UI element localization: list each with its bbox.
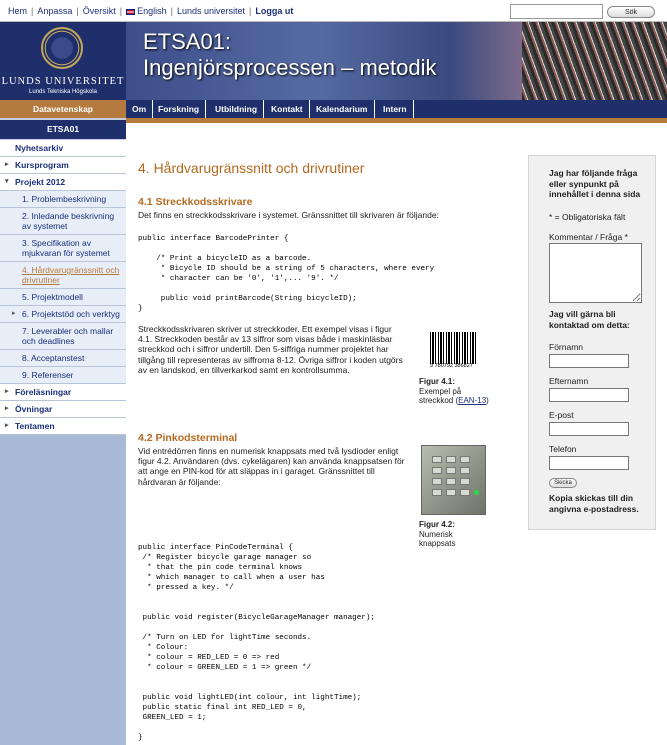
last-name-label: Efternamn	[549, 376, 589, 386]
logo-sub: Lunds Tekniska Högskola	[29, 89, 97, 95]
nav-kalendarium[interactable]: Kalendarium	[310, 100, 375, 118]
department-link[interactable]: Datavetenskap	[0, 100, 126, 118]
first-name-label: Förnamn	[549, 342, 584, 352]
figure-text-end: )	[486, 396, 489, 405]
email-field[interactable]	[549, 422, 629, 436]
section-intro-barcode: Det finns en streckkodsskrivare i systemet. Gränssnittet till skrivaren är följande:	[138, 210, 439, 220]
section-heading-barcode: 4.1 Streckkodsskrivare	[138, 196, 253, 208]
sidebar-item-leverabler[interactable]: 7. Leverabler och mallar och deadlines	[0, 323, 126, 350]
search-button[interactable]: Sök	[607, 6, 655, 18]
sidebar-item-label: Kursprogram	[15, 160, 69, 170]
chevron-right-icon: ▸	[12, 310, 16, 317]
figure-label: Figur 4.1:	[419, 377, 456, 386]
chevron-right-icon: ▸	[5, 422, 9, 429]
sidebar-item-inledande-beskrivning[interactable]: 2. Inledande beskrivning av systemet	[0, 208, 126, 235]
feedback-intro: Jag har följande fråga eller synpunkt på innehållet i denna sida	[549, 168, 641, 199]
sidebar-item-ovningar[interactable]	[0, 401, 126, 418]
link-english[interactable]: English	[137, 6, 167, 16]
sidebar-item-problembeskrivning[interactable]: 1. Problembeskrivning	[0, 191, 126, 208]
chevron-right-icon: ▸	[5, 405, 9, 412]
contact-intro: Jag vill gärna bli kontaktad om detta:	[549, 309, 630, 330]
chevron-down-icon: ▾	[5, 178, 9, 185]
banner-line1: ETSA01:	[143, 29, 232, 54]
copy-note: Kopia skickas till din angivna e-postadress.	[549, 493, 639, 514]
sidebar-item-referenser[interactable]: 9. Referenser	[0, 367, 126, 384]
sidebar-item-nyhetsarkiv[interactable]: Nyhetsarkiv	[0, 140, 126, 157]
course-link[interactable]: ETSA01	[0, 120, 126, 139]
link-overview[interactable]: Översikt	[82, 6, 116, 16]
link-lu[interactable]: Lunds universitet	[176, 6, 246, 16]
keypad-image	[421, 445, 486, 515]
section-heading-pincode: 4.2 Pinkodsterminal	[138, 432, 238, 444]
link-home[interactable]: Hem	[8, 6, 28, 16]
page-title: 4. Hårdvarugränssnitt och drivrutiner	[138, 160, 365, 176]
uk-flag-icon	[126, 9, 135, 15]
required-note: * = Obligatoriska fält	[549, 212, 626, 222]
banner-photo	[522, 22, 667, 100]
sidebar-item-label: 6. Projektstöd och verktyg	[22, 309, 120, 319]
green-led-icon	[474, 490, 479, 495]
link-logout[interactable]: Logga ut	[255, 6, 294, 16]
figure-caption-barcode	[419, 377, 489, 406]
top-links: Hem | Anpassa | Översikt | English | Lunds universitet | Logga ut	[8, 6, 294, 16]
search-input[interactable]	[510, 4, 603, 19]
link-adjust[interactable]: Anpassa	[37, 6, 73, 16]
last-name-field[interactable]	[549, 388, 629, 402]
ean13-link[interactable]: EAN-13	[458, 396, 487, 405]
phone-label: Telefon	[549, 444, 577, 454]
chevron-right-icon: ▸	[5, 161, 9, 168]
figure-caption-keypad	[419, 520, 489, 549]
sidebar-item-projektmodell[interactable]: 5. Projektmodell	[0, 289, 126, 306]
top-bar	[0, 0, 667, 22]
paragraph-pincode: Vid entrédörren finns en numerisk knappsats med två lysdioder enligt figur 4.2. Användaren (dvs. cykelägaren) kan använda knappsatsen för att ange en PIN-kod för att släppas in i garaget. Gränssnittet till hårdvaran är följande:	[138, 446, 405, 487]
sidebar-item-label: Projekt 2012	[15, 177, 66, 187]
nav-utbildning[interactable]: Utbildning	[209, 100, 264, 118]
sidebar-item-hardvarugranssnitt[interactable]: 4. Hårdvarugränssnitt och drivrutiner	[0, 262, 126, 289]
top-nav	[126, 100, 667, 118]
code-block-pincode: public interface PinCodeTerminal { /* Register bicycle garage manager so * that the pin code terminal knows * which manager to call when a user has * pressed a key. */ public void register(BicycleGarageManager manager); /* Turn on LED for lightTime seconds. * Colour: * colour = RED_LED = 0 => red * colour = GREEN_LED = 1 => green */ public void lightLED(int colour, int lightTime); public static final int RED_LED = 0, GREEN_LED = 1; }	[138, 544, 375, 742]
sidebar-item-label: Föreläsningar	[15, 387, 72, 397]
send-button[interactable]: Skicka	[549, 478, 577, 488]
feedback-form	[528, 155, 656, 530]
logo-name: LUNDS UNIVERSITET	[1, 76, 125, 87]
nav-forskning[interactable]: Forskning	[152, 100, 206, 118]
figure-label: Figur 4.2:	[419, 520, 456, 529]
figure-text: Exempel på streckkod (	[419, 386, 462, 405]
sidebar-item-acceptanstest[interactable]: 8. Acceptanstest	[0, 350, 126, 367]
sidebar-item-kursprogram[interactable]	[0, 157, 126, 174]
nav-intern[interactable]: Intern	[377, 100, 414, 118]
barcode-digits: 9 780792 386827	[430, 363, 473, 369]
chevron-right-icon: ▸	[5, 388, 9, 395]
barcode-image	[430, 332, 476, 364]
phone-field[interactable]	[549, 456, 629, 470]
banner-line2: Ingenjörsprocessen – metodik	[143, 55, 437, 80]
code-block-barcode: public interface BarcodePrinter { /* Print a bicycleID as a barcode. * Bicycle ID should be a string of 5 characters, where every * character can be '0', '1',... '9'. */ public void printBarcode(String bicycleID); }	[138, 235, 435, 313]
comment-textarea[interactable]	[549, 243, 642, 303]
sidebar-item-forelasningar[interactable]	[0, 384, 126, 401]
university-logo[interactable]	[0, 22, 126, 100]
banner-title	[143, 29, 437, 81]
email-label: E-post	[549, 410, 574, 420]
page-banner	[126, 22, 667, 100]
figure-text: Numerisk knappsats	[419, 529, 456, 548]
sidebar-item-tentamen[interactable]	[0, 418, 126, 435]
nav-kontakt[interactable]: Kontakt	[265, 100, 310, 118]
sidebar-item-specifikation[interactable]: 3. Specifikation av mjukvaran för systemet	[0, 235, 126, 262]
paragraph-barcode: Streckkodsskrivaren skriver ut streckkoder. Ett exempel visas i figur 4.1. Streckkoden består av 13 siffror som visas både i maskinläsbar streckkod och i siffror undertill. Den 5-siffriga nummer projektet har tillgång till representeras av siffrorna 8-12. Övriga siffror i koden utgörs av en landskod, en tillverkarkod samt en kontrollsumma.	[138, 324, 403, 375]
nav-om[interactable]: Om	[126, 100, 153, 118]
sidebar-item-label: Övningar	[15, 404, 53, 414]
comment-label: Kommentar / Fråga *	[549, 232, 628, 242]
university-seal-icon	[41, 27, 83, 69]
sidebar-item-projektstod[interactable]	[0, 306, 126, 323]
first-name-field[interactable]	[549, 354, 629, 368]
sidebar-item-label: Tentamen	[15, 421, 55, 431]
sidebar	[0, 140, 126, 745]
sidebar-item-projekt-2012[interactable]	[0, 174, 126, 191]
